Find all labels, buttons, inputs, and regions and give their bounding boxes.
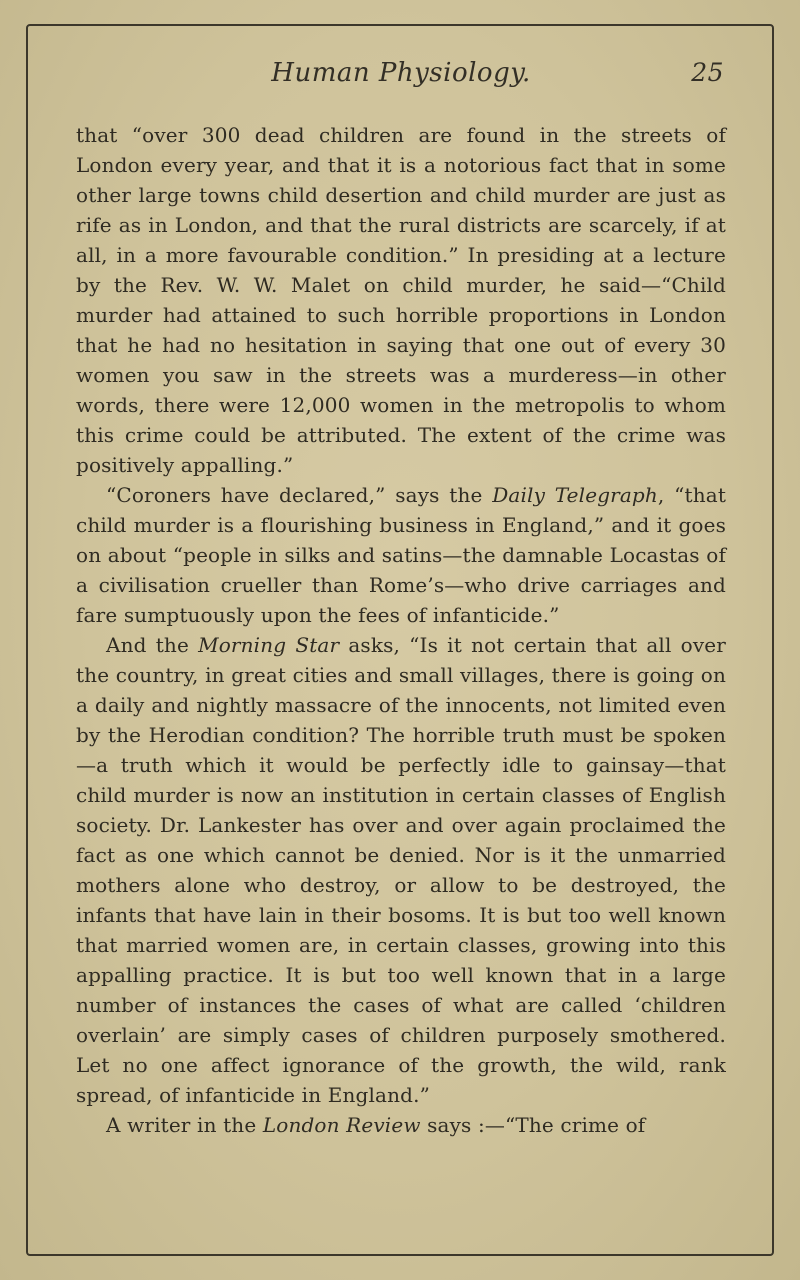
paragraph (76, 1110, 726, 1140)
page-number: 25 (691, 58, 724, 87)
page-title: Human Physiology. (271, 58, 531, 88)
text-run: And the (106, 633, 199, 657)
text-run: asks, “Is it not certain that all over the country, in great cities and small villages, there is going on a daily and nightly massacre of the innocents, not limited even by the Herodian condition? The horrible truth must be spoken—a truth which it would be perfectly idle to gainsay—that child murder is now an institution in certain classes of English society. Dr. Lankester has over and over again proclaimed the fact as one which cannot be denied. Nor is it the unmarried mothers alone who destroy, or allow to be destroyed, the infants that have lain in their bosoms. It is but too well known that married women are, in certain classes, growing into this appalling practice. It is but too well known that in a large number of instances the cases of what are called ‘children overlain’ are simply cases of children purposely smothered. Let no one affect ignorance of the growth, the wild, rank spread, of infanticide in England.” (76, 633, 727, 1107)
text-run: , “that child murder is a flourishing business in England,” and it goes on about “people in silks and satins—the damnable Locastas of a civilisation crueller than Rome’s—who drive carriages and fare sumptuously upon the fees of infanticide.” (76, 483, 727, 627)
paragraph (76, 120, 726, 480)
italic-text-run: London Review (262, 1113, 421, 1137)
text-run: “Coroners have declared,” says the (106, 483, 493, 507)
text-run: that “over 300 dead children are found in the streets of London every year, and that it is a notorious fact that in some other large towns child desertion and child murder are just as rife as in London, and that the rural districts are scarcely, if at all, in a more favourable condition.” In presiding at a lecture by the Rev. W. W. Malet on child murder, he said—“Child murder had attained to such horrible proportions in London that he had no hesitation in saying that one out of every 30 women you saw in the streets was a murderess—in other words, there were 12,000 women in the metropolis to whom this crime could be attributed. The extent of the crime was positively appalling.” (76, 123, 726, 477)
italic-text-run: Daily Telegraph (492, 483, 658, 507)
italic-text-run: Morning Star (198, 633, 340, 657)
paragraph (76, 480, 726, 630)
body-text (76, 120, 726, 1140)
running-header (76, 56, 726, 90)
text-run: A writer in the (106, 1113, 263, 1137)
paragraph (76, 630, 726, 1110)
text-run: says :—“The crime of (420, 1113, 646, 1137)
page-border-frame (26, 24, 774, 1256)
